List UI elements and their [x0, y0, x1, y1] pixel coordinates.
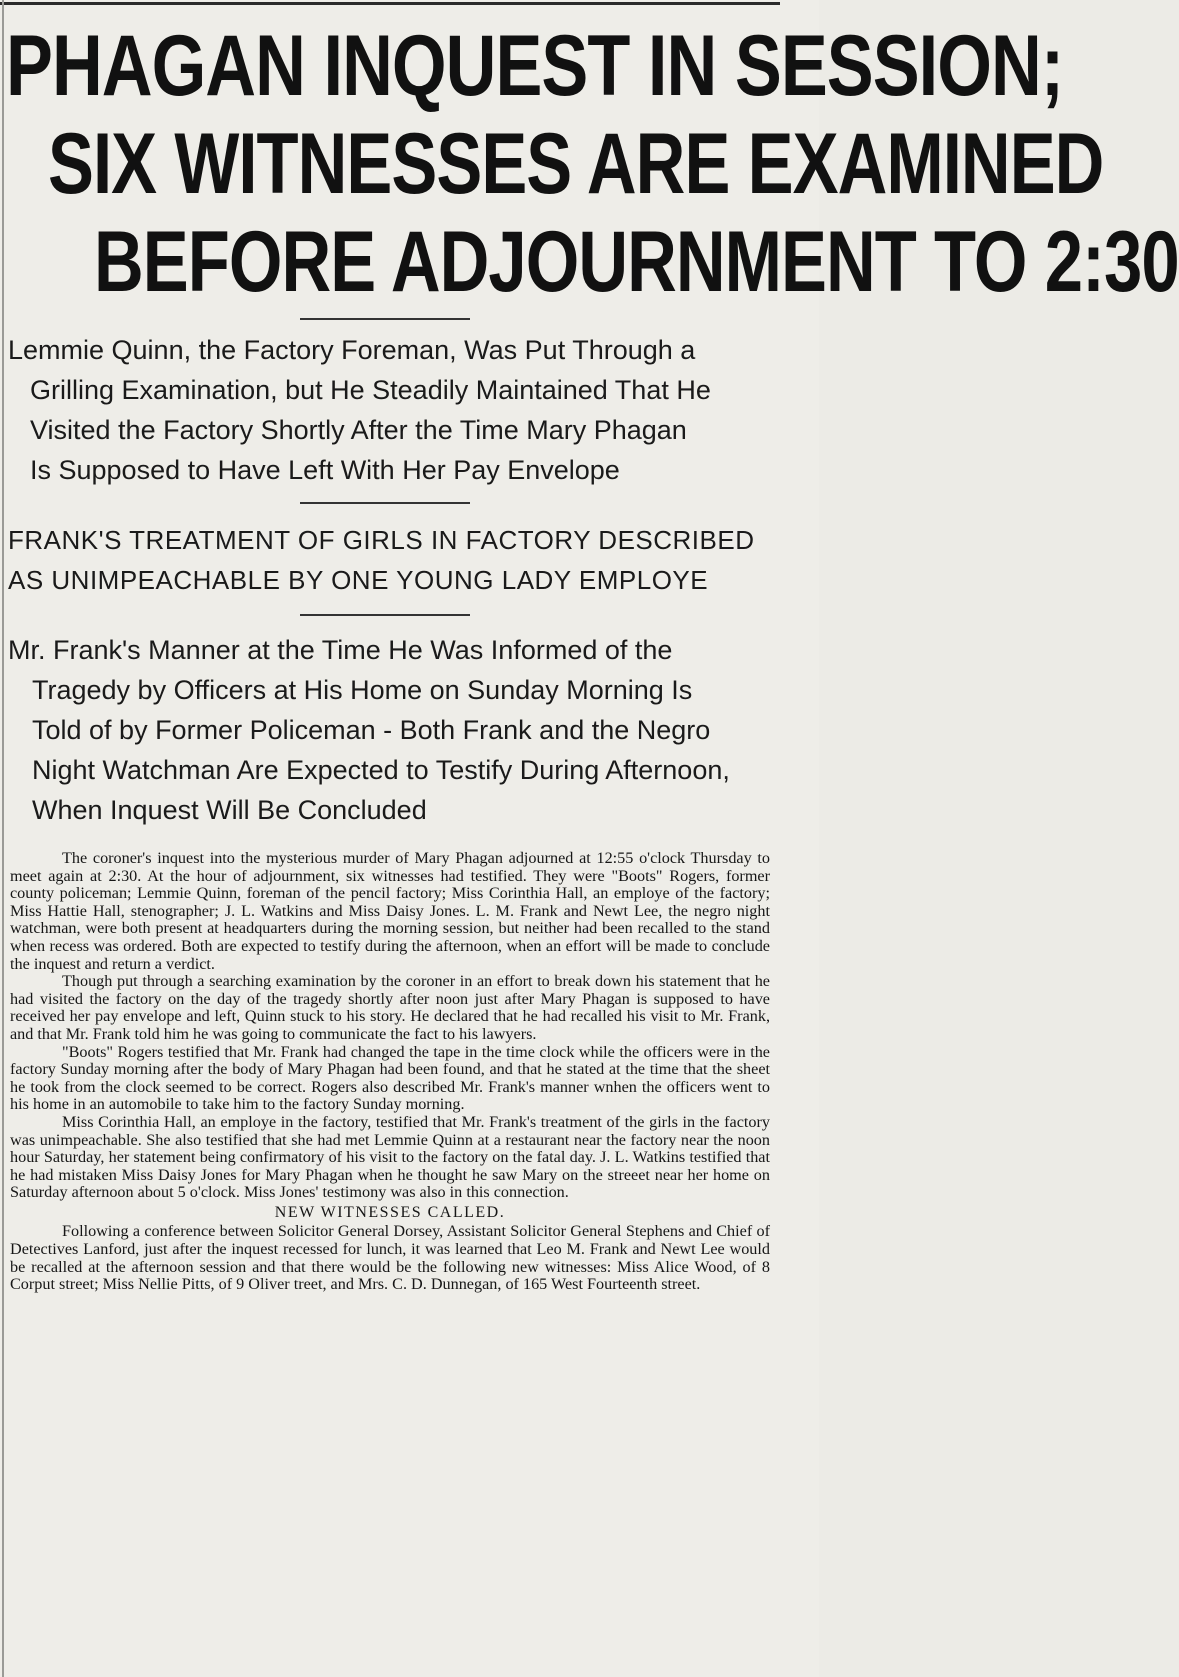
- section-divider: [300, 318, 470, 320]
- article-paragraph: Following a conference between Solicitor General Dorsey, Assistant Solicitor General Stephens and Chief of Detectives Lanford, just after the inquest recessed for lunch, it was learned that Leo M. Frank and Newt Lee would be recalled at the afternoon session and that there would be the following new witnesses: Miss Alice Wood, of 8 Corput street; Miss Nellie Pitts, of 9 Oliver treet, and Mrs. C. D. Dunnegan, of 165 West Fourteenth street.: [10, 1222, 770, 1294]
- deck-line: Visited the Factory Shortly After the Time Mary Phagan: [30, 415, 687, 445]
- left-column-rule: [2, 0, 4, 1677]
- deck-frank-manner: [8, 630, 730, 830]
- article-paragraph: The coroner's inquest into the mysterious murder of Mary Phagan adjourned at 12:55 o'clock Thursday to meet again at 2:30. At the hour of adjournment, six witnesses had testified. They were "Boots" Rogers, former county policeman; Lemmie Quinn, foreman of the pencil factory; Miss Corinthia Hall, an employe of the factory; Miss Hattie Hall, stenographer; J. L. Watkins and Miss Daisy Jones. L. M. Frank and Newt Lee, the negro night watchman, were both present at headquarters during the morning session, but neither had been recalled to the stand when recess was ordered. Both are expected to testify during the afternoon, when an effort will be made to conclude the inquest and return a verdict.: [10, 849, 770, 973]
- deck-quinn-examination: [8, 330, 711, 490]
- headline-line-3: BEFORE ADJOURNMENT TO 2:30: [94, 213, 1179, 310]
- deck-line: Night Watchman Are Expected to Testify During Afternoon,: [32, 755, 730, 785]
- deck-frank-treatment: [8, 520, 755, 600]
- article-subhead: NEW WITNESSES CALLED.: [274, 1203, 506, 1221]
- section-divider: [300, 502, 470, 504]
- headline-line-2: SIX WITNESSES ARE EXAMINED: [48, 115, 1104, 212]
- article-paragraph: Though put through a searching examination by the coroner in an effort to break down his statement that he had visited the factory on the day of the tragedy shortly after noon just after Mary Phagan is supposed to have received her pay envelope and left, Quinn stuck to his story. He declared that he had recalled his visit to Mr. Frank, and that Mr. Frank told him he was going to communicate the fact to his lawyers.: [10, 972, 770, 1043]
- deck-line: Lemmie Quinn, the Factory Foreman, Was Put Through a: [8, 335, 696, 365]
- article-paragraph: "Boots" Rogers testified that Mr. Frank had changed the tape in the time clock while the officers were in the factory Sunday morning after the body of Mary Phagan had been found, and that he stated at the time that the sheet he took from the clock seemed to be correct. Rogers also described Mr. Frank's manner wnhen the officers went to his home in an automobile to take him to the factory Sunday morning.: [10, 1042, 770, 1114]
- deck-line: When Inquest Will Be Concluded: [32, 795, 427, 825]
- article-paragraph: Miss Corinthia Hall, an employe in the factory, testified that Mr. Frank's treatment of the girls in the factory was unimpeachable. She also testified that she had met Lemmie Quinn at a restaurant near the factory near the noon hour Saturday, her statement being confirmatory of his visit to the factory on the fatal day. J. L. Watkins testified that he had mistaken Miss Daisy Jones for Mary Phagan when he thought he saw Mary on the streeet near her home on Saturday afternoon about 5 o'clock. Miss Jones' testimony was also in this connection.: [10, 1112, 770, 1202]
- headline-line-1: PHAGAN INQUEST IN SESSION;: [6, 17, 1064, 114]
- deck-line: FRANK'S TREATMENT OF GIRLS IN FACTORY DESCRIBED: [8, 525, 755, 555]
- deck-line: AS UNIMPEACHABLE BY ONE YOUNG LADY EMPLOYE: [8, 565, 709, 595]
- deck-line: Is Supposed to Have Left With Her Pay Envelope: [30, 455, 620, 485]
- deck-line: Told of by Former Policeman - Both Frank and the Negro: [32, 715, 711, 745]
- deck-line: Tragedy by Officers at His Home on Sunday Morning Is: [32, 675, 693, 705]
- deck-line: Mr. Frank's Manner at the Time He Was Informed of the: [8, 635, 673, 665]
- article-body: [10, 850, 770, 1294]
- top-border-rule: [0, 2, 780, 5]
- section-divider: [300, 614, 470, 616]
- deck-line: Grilling Examination, but He Steadily Maintained That He: [30, 375, 711, 405]
